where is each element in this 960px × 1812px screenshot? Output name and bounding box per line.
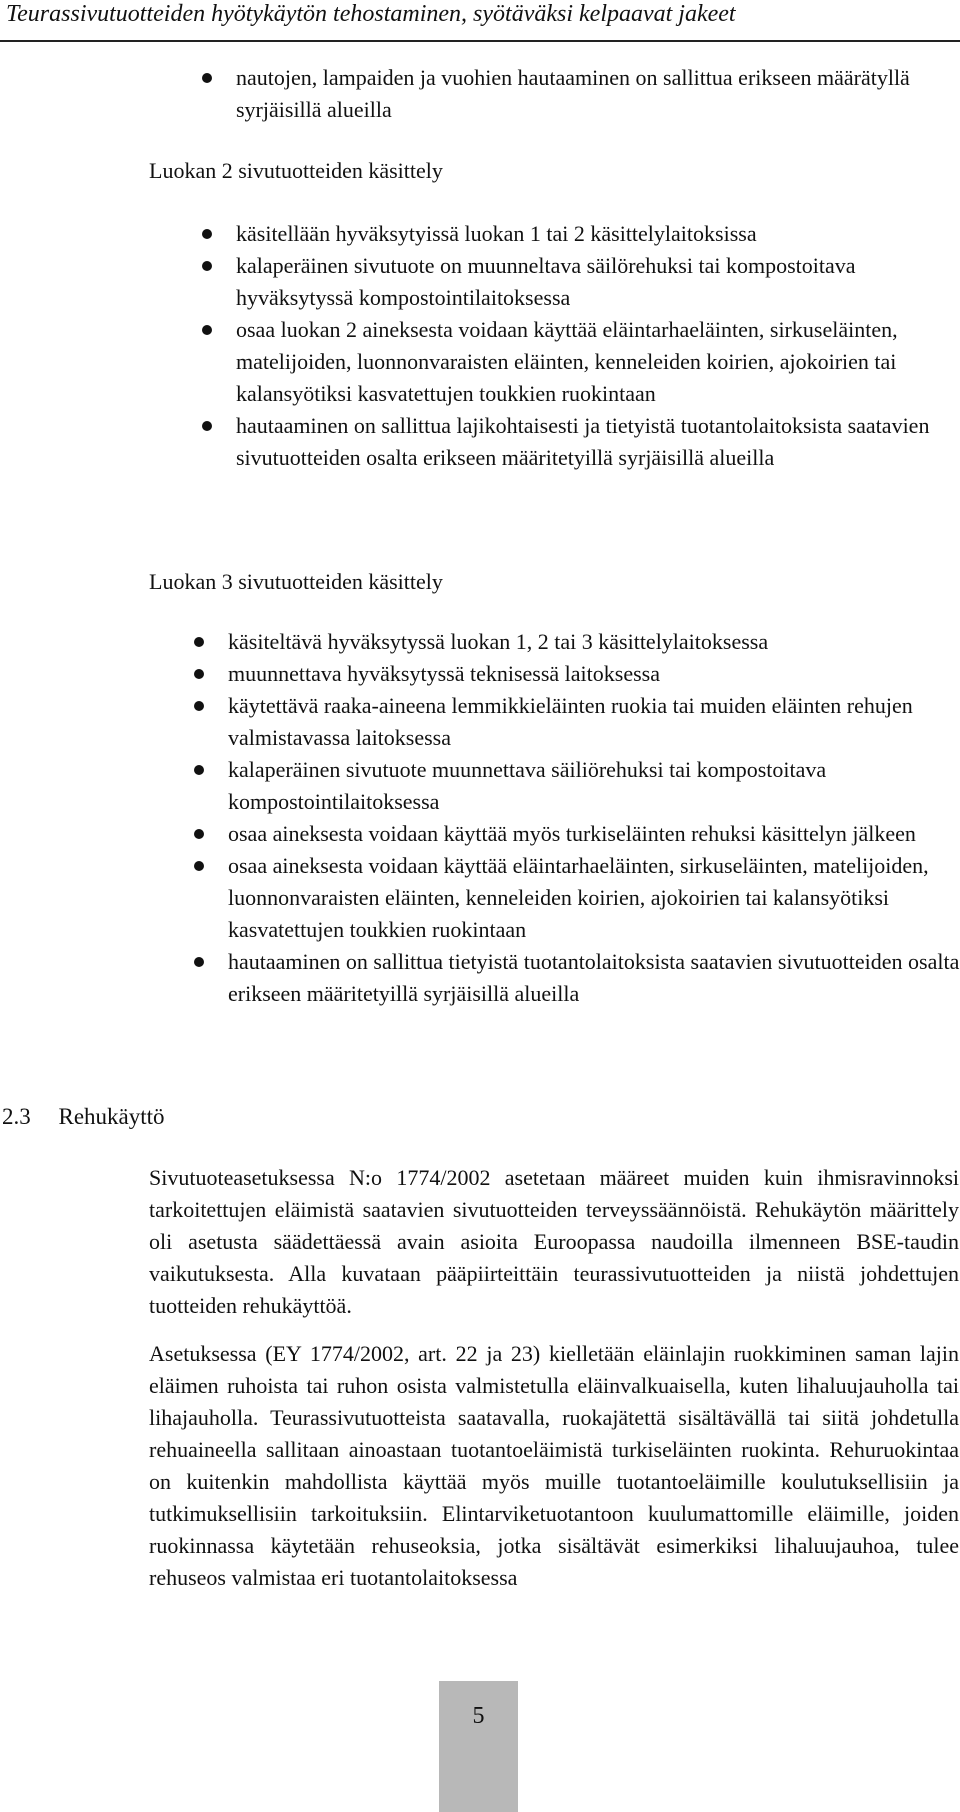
list-item xyxy=(228,626,960,658)
bullet-icon xyxy=(194,861,204,871)
list-item-text: osaa luokan 2 aineksesta voidaan käyttää eläintarhaeläinten, sirkuseläinten, matelijoiden, luonnonvaraisten eläinten, kenneleiden koirien, ajokoirien tai kalansyötiksi kasvatettujen toukkien ruokintaan xyxy=(236,317,898,406)
page-header xyxy=(0,0,960,42)
section-title: Rehukäyttö xyxy=(58,1104,165,1129)
bullet-icon xyxy=(202,229,212,239)
list-item-text: muunnettava hyväksytyssä teknisessä laitoksessa xyxy=(228,661,660,686)
page-number-box xyxy=(439,1681,518,1812)
list-item xyxy=(236,62,960,126)
intro-bullet-list xyxy=(236,62,960,126)
list-item xyxy=(228,658,960,690)
list-item-text: hautaaminen on sallittua lajikohtaisesti ja tietyistä tuotantolaitoksista saatavien sivutuotteiden osalta erikseen määritetyillä syrjäisillä alueilla xyxy=(236,413,930,470)
list-item xyxy=(228,946,960,1010)
list-item-text: käsitellään hyväksytyissä luokan 1 tai 2 käsittelylaitoksissa xyxy=(236,221,757,246)
list-item xyxy=(228,850,960,946)
list-item xyxy=(228,818,960,850)
bullet-icon xyxy=(194,701,204,711)
bullet-icon xyxy=(202,73,212,83)
body-paragraph: Sivutuoteasetuksessa N:o 1774/2002 asetetaan määreet muiden kuin ihmisravinnoksi tarkoitettujen eläimistä saatavien sivutuotteiden terveyssäännöistä. Rehukäytön määrittely oli asetusta säädettäessä avain asioita Euroopassa naudoilla ilmenneen BSE-taudin vaikutuksesta. Alla kuvataan pääpiirteittäin teurassivutuotteiden ja niistä johdettujen tuotteiden rehukäyttöä. xyxy=(149,1165,959,1318)
list-item xyxy=(236,314,960,410)
running-header-title: Teurassivutuotteiden hyötykäytön tehostaminen, syötäväksi kelpaavat jakeet xyxy=(6,1,736,27)
list-item xyxy=(236,410,960,474)
list-item xyxy=(228,690,960,754)
class2-bullet-list xyxy=(236,218,960,474)
section-heading xyxy=(2,1101,165,1133)
bullet-icon xyxy=(202,261,212,271)
bullet-icon xyxy=(194,765,204,775)
bullet-icon xyxy=(194,829,204,839)
section-number: 2.3 xyxy=(2,1104,31,1129)
list-item-text: hautaaminen on sallittua tietyistä tuotantolaitoksista saatavien sivutuotteiden osalta erikseen määritetyillä syrjäisillä alueilla xyxy=(228,949,960,1006)
bullet-icon xyxy=(202,421,212,431)
class2-heading: Luokan 2 sivutuotteiden käsittely xyxy=(149,158,443,183)
list-item xyxy=(236,250,960,314)
class3-heading: Luokan 3 sivutuotteiden käsittely xyxy=(149,569,443,594)
list-item-text: osaa aineksesta voidaan käyttää myös turkiseläinten rehuksi käsittelyn jälkeen xyxy=(228,821,916,846)
list-item-text: käsiteltävä hyväksytyssä luokan 1, 2 tai 3 käsittelylaitoksessa xyxy=(228,629,769,654)
list-item-text: kalaperäinen sivutuote muunnettava säiliörehuksi tai kompostoitava kompostointilaitoksessa xyxy=(228,757,827,814)
bullet-icon xyxy=(202,325,212,335)
bullet-icon xyxy=(194,637,204,647)
list-item xyxy=(236,218,960,250)
class3-bullet-list xyxy=(228,626,960,1010)
list-item-text: nautojen, lampaiden ja vuohien hautaaminen on sallittua erikseen määrätyllä syrjäisillä alueilla xyxy=(236,65,910,122)
list-item xyxy=(228,754,960,818)
bullet-icon xyxy=(194,669,204,679)
body-paragraph: Asetuksessa (EY 1774/2002, art. 22 ja 23) kielletään eläinlajin ruokkiminen saman lajin eläimen ruhoista tai ruhon osista valmistetulla eläinvalkuaisella, kuten lihaluujauholla tai lihajauholla. Teurassivutuotteista saatavalla, ruokajätettä sisältävällä tai siitä johdetulla rehuaineella sallitaan ainoastaan tuotantoeläimistä turkiseläinten ruokinta. Rehuruokintaa on kuitenkin mahdollista käyttää myös muille tuotantoeläimille koulutuksellisiin ja tutkimuksellisiin tarkoituksiin. Elintarviketuotantoon kuulumattomille eläimille, joiden ruokinnassa käytetään rehuseoksia, jotka sisältävät esimerkiksi lihaluujauhoa, tulee rehuseos valmistaa eri tuotantolaitoksessa xyxy=(149,1341,959,1590)
list-item-text: kalaperäinen sivutuote on muunneltava säilörehuksi tai kompostoitava hyväksytyssä kompostointilaitoksessa xyxy=(236,253,856,310)
list-item-text: osaa aineksesta voidaan käyttää eläintarhaeläinten, sirkuseläinten, matelijoiden, luonnonvaraisten eläinten, kenneleiden koirien, ajokoirien tai kalansyötiksi kasvatettujen toukkien ruokintaan xyxy=(228,853,929,942)
page-number: 5 xyxy=(472,1703,485,1729)
bullet-icon xyxy=(194,957,204,967)
list-item-text: käytettävä raaka-aineena lemmikkieläinten ruokia tai muiden eläinten rehujen valmistavassa laitoksessa xyxy=(228,693,913,750)
